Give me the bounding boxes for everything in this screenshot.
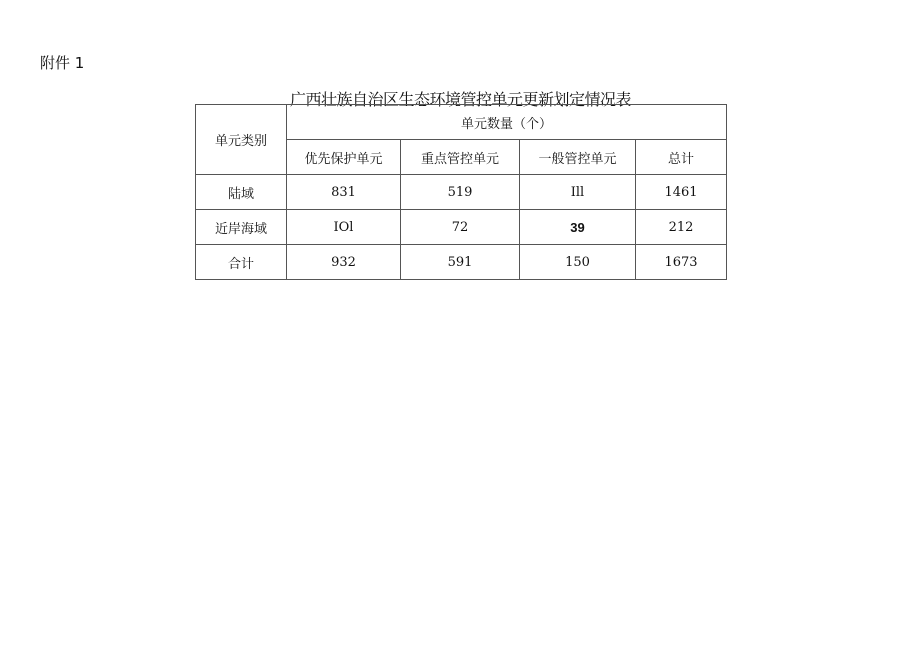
subheader-general-control: 一般管控单元 <box>520 140 636 175</box>
table-row <box>196 245 727 280</box>
table-header-row <box>196 105 727 140</box>
table-cell: 212 <box>636 210 727 245</box>
subheader-key-control: 重点管控单元 <box>401 140 520 175</box>
table-cell: Ill <box>520 175 636 210</box>
table-cell: 932 <box>287 245 401 280</box>
table-cell: IOl <box>287 210 401 245</box>
row-category-cell: 合计 <box>196 245 287 280</box>
table-cell: 591 <box>401 245 520 280</box>
table-cell: 39 <box>520 210 636 245</box>
row-category-cell: 近岸海域 <box>196 210 287 245</box>
table-cell: 831 <box>287 175 401 210</box>
table-row <box>196 210 727 245</box>
unit-statistics-table <box>195 104 727 280</box>
table-cell: 72 <box>401 210 520 245</box>
document-title: 广西壮族自治区生态环境管控单元更新划定情况表 <box>289 90 631 109</box>
attachment-label: 附件 1 <box>40 54 85 72</box>
count-header-cell: 单元数量（个） <box>287 105 727 140</box>
subheader-priority-protection: 优先保护单元 <box>287 140 401 175</box>
table-cell: 1673 <box>636 245 727 280</box>
table-cell: 150 <box>520 245 636 280</box>
table-cell: 1461 <box>636 175 727 210</box>
category-header-cell: 单元类别 <box>196 105 287 175</box>
table-cell: 519 <box>401 175 520 210</box>
table-row <box>196 175 727 210</box>
row-category-cell: 陆域 <box>196 175 287 210</box>
subheader-total: 总计 <box>636 140 727 175</box>
